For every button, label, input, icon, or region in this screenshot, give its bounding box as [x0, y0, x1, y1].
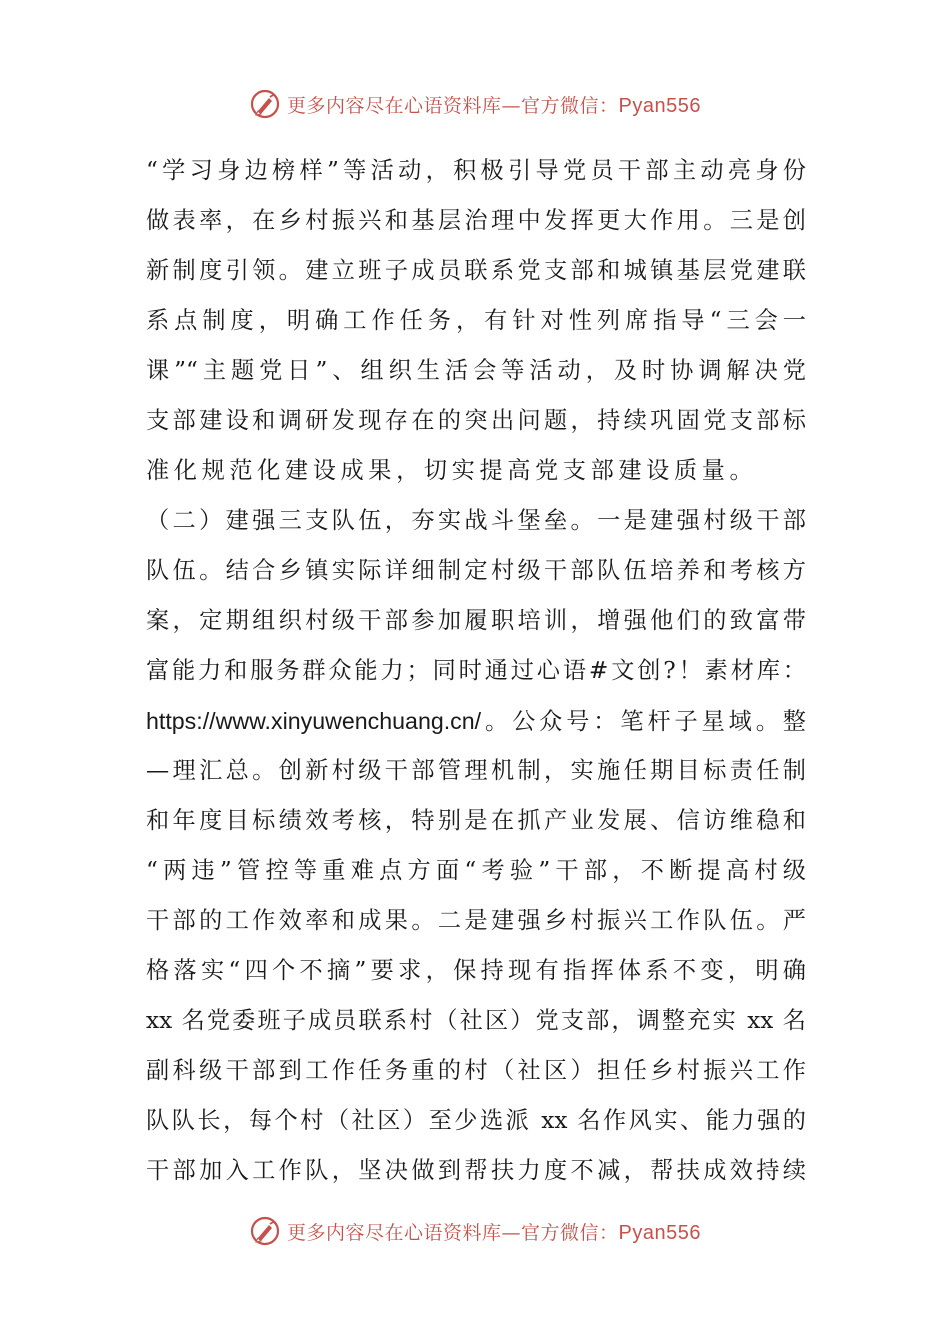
pen-logo-icon [249, 88, 281, 120]
body-line: 干部加入工作队，坚决做到帮扶力度不减，帮扶成效持续 [146, 1157, 806, 1184]
wechat-handle: Pyan556 [618, 1221, 701, 1244]
body-line: 队伍。结合乡镇实际详细制定村级干部队伍培养和考核方 [146, 557, 806, 584]
banner-text [287, 91, 701, 118]
wechat-handle: Pyan556 [618, 94, 701, 117]
banner-text [287, 1218, 701, 1245]
body-line: 准化规范化建设成果，切实提高党支部建设质量。 [146, 457, 758, 484]
body-line: 新制度引领。建立班子成员联系党支部和城镇基层党建联 [146, 257, 806, 284]
body-line: 和年度目标绩效考核，特别是在抓产业发展、信访维稳和 [146, 807, 806, 834]
banner-caption: 更多内容尽在心语资料库—官方微信： [287, 94, 619, 117]
body-line: “两违”管控等重难点方面“考验”干部，不断提高村级 [146, 857, 806, 884]
body-line: “学习身边榜样”等活动，积极引导党员干部主动亮身份 [146, 157, 806, 184]
body-line: 案，定期组织村级干部参加履职培训，增强他们的致富带 [146, 607, 806, 634]
body-line: 富能力和服务群众能力；同时通过心语#文创?！素材库： [146, 657, 806, 684]
pen-logo-icon [249, 1215, 281, 1247]
body-line: 课”“主题党日”、组织生活会等活动，及时协调解决党 [146, 357, 806, 384]
body-line: 格落实“四个不摘”要求，保持现有指挥体系不变，明确 [146, 957, 806, 984]
body-line: xx 名党委班子成员联系村（社区）党支部，调整充实 xx 名 [146, 1007, 806, 1034]
body-line: 队队长，每个村（社区）至少选派 xx 名作风实、能力强的 [146, 1107, 806, 1134]
footer-banner [0, 1211, 950, 1251]
body-line: 系点制度，明确工作任务，有针对性列席指导“三会一 [146, 307, 806, 334]
body-line: 做表率，在乡村振兴和基层治理中发挥更大作用。三是创 [146, 207, 806, 234]
header-banner [0, 84, 950, 124]
banner-caption: 更多内容尽在心语资料库—官方微信： [287, 1221, 619, 1244]
body-line: （二）建强三支队伍，夯实战斗堡垒。一是建强村级干部 [146, 507, 806, 534]
body-line: https://www.xinyuwenchuang.cn/。公众号：笔杆子星域。整 [146, 708, 806, 734]
body-line: 干部的工作效率和成果。二是建强乡村振兴工作队伍。严 [146, 907, 806, 934]
body-line: —理汇总。创新村级干部管理机制，实施任期目标责任制 [146, 757, 806, 784]
body-line: 副科级干部到工作任务重的村（社区）担任乡村振兴工作 [146, 1057, 806, 1084]
body-line: 支部建设和调研发现存在的突出问题，持续巩固党支部标 [146, 407, 806, 434]
document-body [146, 146, 806, 1196]
